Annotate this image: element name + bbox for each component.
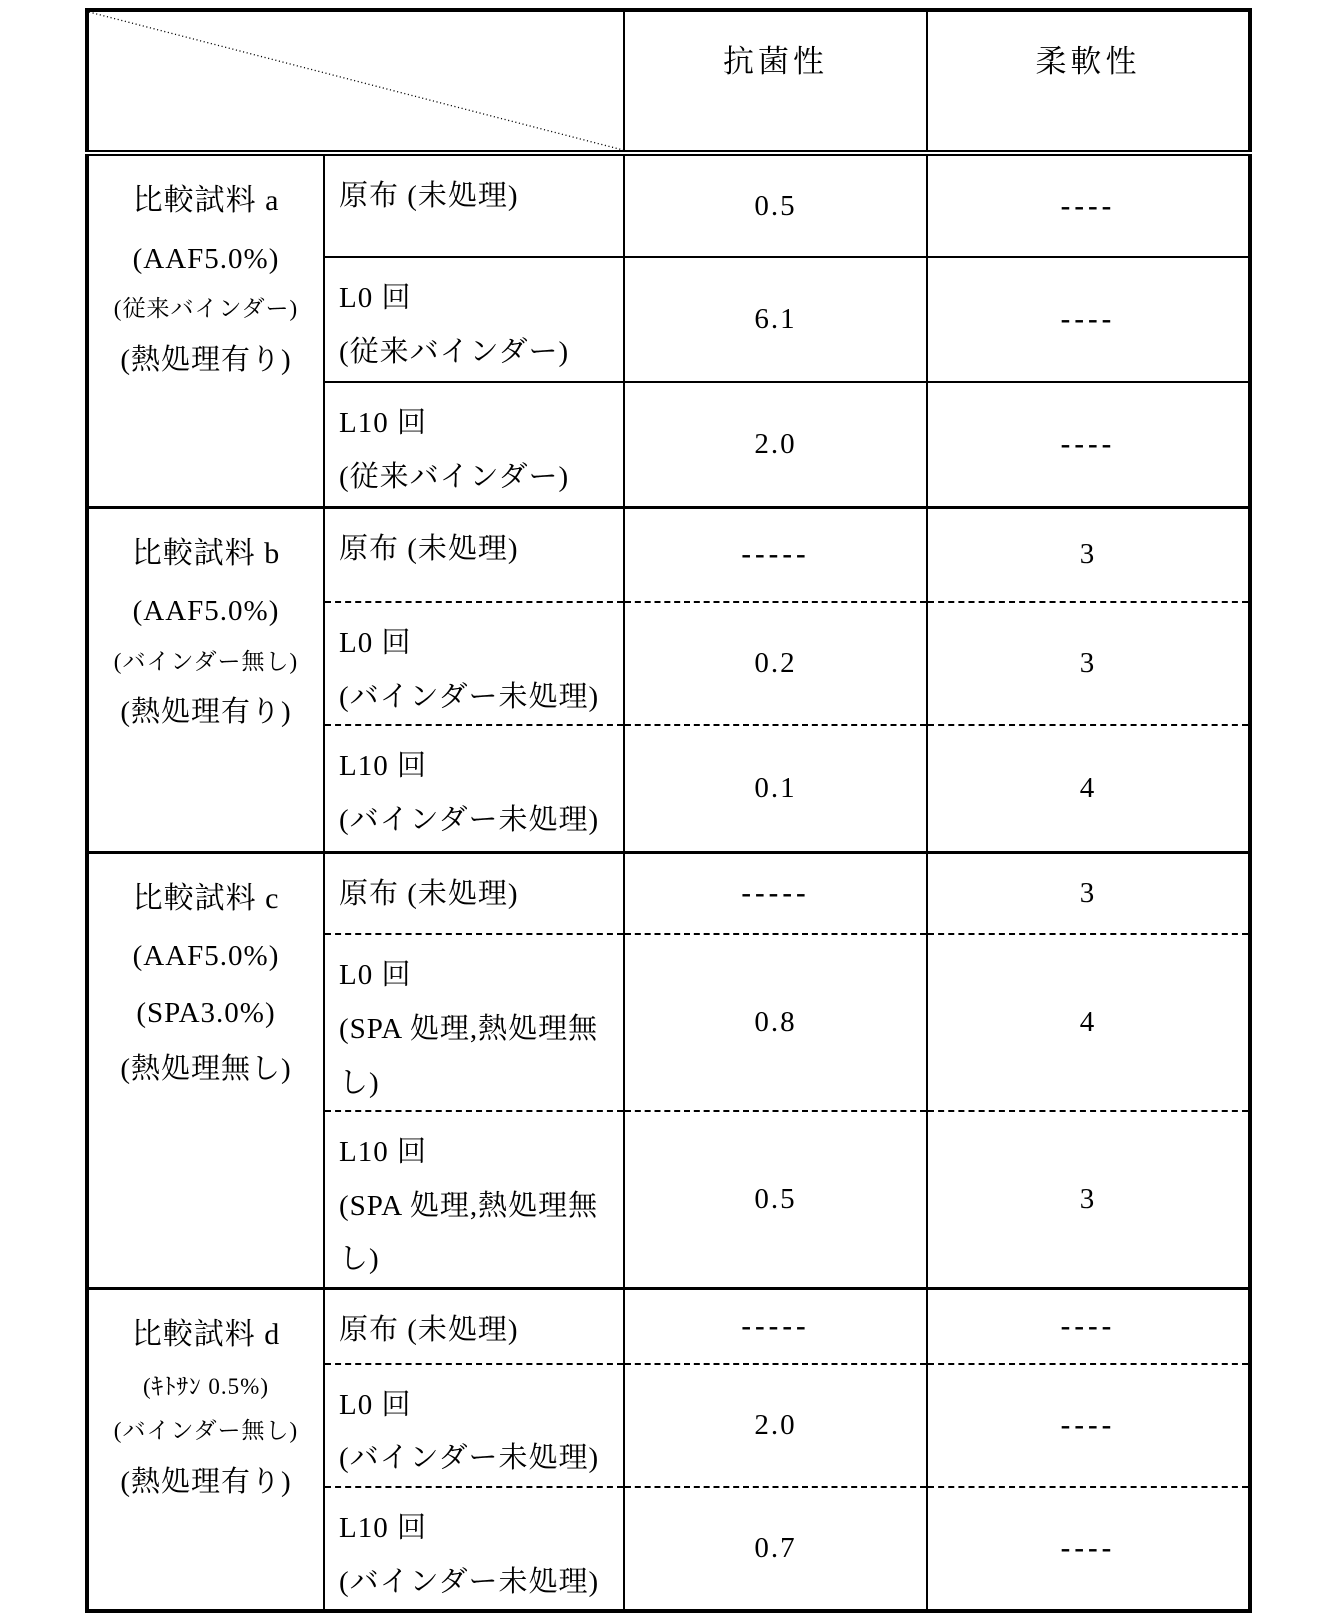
condition-cell <box>324 725 624 852</box>
group-note: (熱処理有り) <box>120 696 292 729</box>
condition-line: (バインダー未処理) <box>339 680 600 713</box>
condition-cell <box>324 934 624 1111</box>
condition-line: L0 回 <box>339 627 412 659</box>
antibacterial-value-cell: ----- <box>624 1289 927 1364</box>
softness-value-cell: 3 <box>927 852 1250 934</box>
group-title: 比較試料 b <box>131 536 281 570</box>
condition-line: (バインダー未処理) <box>339 803 600 836</box>
header-softness: 柔軟性 <box>927 10 1250 153</box>
group-note: (熱処理無し) <box>120 1053 292 1086</box>
condition-line: 原布 (未処理) <box>339 532 519 565</box>
group-label-cell-d <box>87 1289 324 1612</box>
condition-line: L10 回 <box>339 750 427 783</box>
group-title: 比較試料 a <box>132 184 280 217</box>
softness-value-cell: ---- <box>927 257 1250 382</box>
antibacterial-value-cell: 0.7 <box>624 1487 927 1611</box>
condition-line: (従来バインダー) <box>339 460 570 493</box>
condition-line: L0 回 <box>339 959 412 992</box>
header-corner-cell <box>87 10 624 153</box>
softness-value-cell: ---- <box>927 382 1250 507</box>
condition-cell <box>324 852 624 934</box>
condition-cell <box>324 257 624 382</box>
group-note: (熱処理有り) <box>120 1466 292 1499</box>
condition-cell <box>324 602 624 725</box>
antibacterial-value-cell: 0.2 <box>624 602 927 725</box>
condition-line: L0 回 <box>339 1388 412 1421</box>
condition-line: L10 回 <box>339 1511 427 1544</box>
softness-value-cell: 3 <box>927 1111 1250 1288</box>
softness-value-cell: 3 <box>927 507 1250 602</box>
antibacterial-value-cell: 6.1 <box>624 257 927 382</box>
condition-cell <box>324 153 624 257</box>
condition-line: (従来バインダー) <box>339 335 570 368</box>
condition-line: (SPA 処理,熱処理無し) <box>339 1012 599 1099</box>
antibacterial-value-cell: 0.5 <box>624 153 927 257</box>
condition-cell <box>324 507 624 602</box>
antibacterial-value-cell: 2.0 <box>624 1364 927 1487</box>
antibacterial-value-cell: 2.0 <box>624 382 927 507</box>
condition-line: L10 回 <box>339 407 427 439</box>
antibacterial-value-cell: 0.8 <box>624 934 927 1111</box>
condition-line: (バインダー未処理) <box>339 1442 600 1475</box>
group-label-cell-b <box>87 507 324 852</box>
group-note: (AAF5.0%) <box>132 595 280 627</box>
group-title: 比較試料 d <box>131 1318 281 1352</box>
condition-line: 原布 (未処理) <box>339 877 519 910</box>
group-note: (従来バインダー) <box>113 296 299 322</box>
condition-cell <box>324 1487 624 1611</box>
group-note: (ｷﾄｻﾝ 0.5%) <box>143 1373 269 1399</box>
group-note: (バインダー無し) <box>113 1418 299 1444</box>
condition-line: L0 回 <box>339 282 412 314</box>
group-title: 比較試料 c <box>132 881 280 915</box>
softness-value-cell: ---- <box>927 1487 1250 1611</box>
condition-cell <box>324 1364 624 1487</box>
group-note: (熱処理有り) <box>120 343 292 376</box>
softness-value-cell: ---- <box>927 153 1250 257</box>
condition-cell <box>324 382 624 507</box>
condition-line: (バインダー未処理) <box>339 1565 600 1598</box>
group-note: (SPA3.0%) <box>136 996 276 1029</box>
antibacterial-value-cell: 0.1 <box>624 725 927 852</box>
header-antibacterial: 抗菌性 <box>624 10 927 153</box>
group-note: (バインダー無し) <box>113 648 299 674</box>
group-label-cell-a <box>87 153 324 507</box>
softness-value-cell: 4 <box>927 725 1250 852</box>
condition-cell <box>324 1111 624 1288</box>
condition-line: 原布 (未処理) <box>339 180 519 212</box>
antibacterial-value-cell: ----- <box>624 507 927 602</box>
group-note: (AAF5.0%) <box>132 242 280 275</box>
condition-line: L10 回 <box>339 1136 427 1169</box>
group-note: (AAF5.0%) <box>132 940 280 973</box>
condition-line: 原布 (未処理) <box>339 1314 519 1347</box>
antibacterial-value-cell: ----- <box>624 852 927 934</box>
diagonal-divider-line <box>89 12 623 150</box>
softness-value-cell: 3 <box>927 602 1250 725</box>
softness-value-cell: 4 <box>927 934 1250 1111</box>
softness-value-cell: ---- <box>927 1289 1250 1364</box>
condition-cell <box>324 1289 624 1364</box>
antibacterial-value-cell: 0.5 <box>624 1111 927 1288</box>
group-label-cell-c <box>87 852 324 1288</box>
condition-line: (SPA 処理,熱処理無し) <box>339 1189 599 1276</box>
softness-value-cell: ---- <box>927 1364 1250 1487</box>
comparison-samples-table <box>85 8 1252 1613</box>
